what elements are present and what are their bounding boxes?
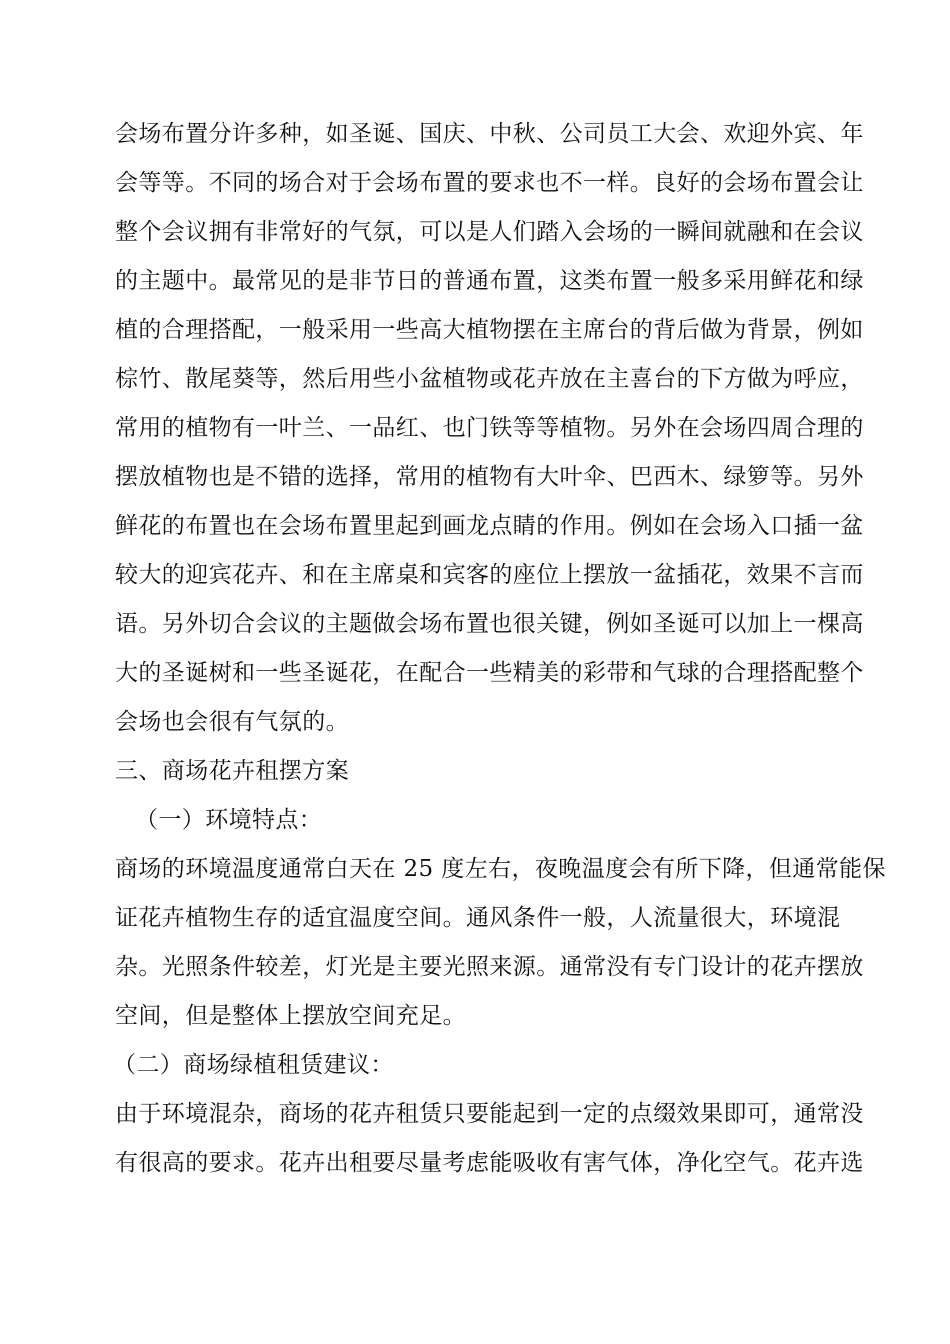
body-text-line: 整个会议拥有非常好的气氛，可以是人们踏入会场的一瞬间就融和在会议 xyxy=(115,219,864,245)
body-text-line: 大的圣诞树和一些圣诞花，在配合一些精美的彩带和气球的合理搭配整个 xyxy=(115,660,864,686)
body-text-line: 会等等。不同的场合对于会场布置的要求也不一样。良好的会场布置会让 xyxy=(115,170,864,196)
body-text-line: 的主题中。最常见的是非节日的普通布置，这类布置一般多采用鲜花和绿 xyxy=(115,268,864,294)
section-heading: 三、商场花卉租摆方案 xyxy=(115,758,349,784)
body-text-line: 由于环境混杂，商场的花卉租赁只要能起到一定的点缀效果即可，通常没 xyxy=(115,1101,864,1127)
body-text-line: 商场的环境温度通常白天在 25 度左右，夜晚温度会有所下降，但通常能保 xyxy=(115,856,886,882)
body-text-line: 摆放植物也是不错的选择，常用的植物有大叶伞、巴西木、绿箩等。另外 xyxy=(115,464,864,490)
body-text-line: 会场也会很有气氛的。 xyxy=(115,709,349,735)
body-text-line: 较大的迎宾花卉、和在主席桌和宾客的座位上摆放一盆插花，效果不言而 xyxy=(115,562,864,588)
body-text-line: 杂。光照条件较差，灯光是主要光照来源。通常没有专门设计的花卉摆放 xyxy=(115,954,864,980)
body-text-line: 鲜花的布置也在会场布置里起到画龙点睛的作用。例如在会场入口插一盆 xyxy=(115,513,864,539)
body-text-line: 空间，但是整体上摆放空间充足。 xyxy=(115,1003,466,1029)
body-text-line: 语。另外切合会议的主题做会场布置也很关键，例如圣诞可以加上一棵高 xyxy=(115,611,864,637)
body-text-line: 证花卉植物生存的适宜温度空间。通风条件一般，人流量很大，环境混 xyxy=(115,905,841,931)
body-text-line: 植的合理搭配，一般采用一些高大植物摆在主席台的背后做为背景，例如 xyxy=(115,317,864,343)
subsection-heading: （一）环境特点： xyxy=(135,807,323,833)
subsection-heading: （二）商场绿植租赁建议： xyxy=(113,1052,394,1078)
body-text-line: 棕竹、散尾葵等，然后用些小盆植物或花卉放在主喜台的下方做为呼应， xyxy=(115,366,864,392)
body-text-line: 有很高的要求。花卉出租要尽量考虑能吸收有害气体，净化空气。花卉选 xyxy=(115,1150,864,1176)
body-text-line: 会场布置分许多种，如圣诞、国庆、中秋、公司员工大会、欢迎外宾、年 xyxy=(115,121,864,147)
body-text-line: 常用的植物有一叶兰、一品红、也门铁等等植物。另外在会场四周合理的 xyxy=(115,415,864,441)
